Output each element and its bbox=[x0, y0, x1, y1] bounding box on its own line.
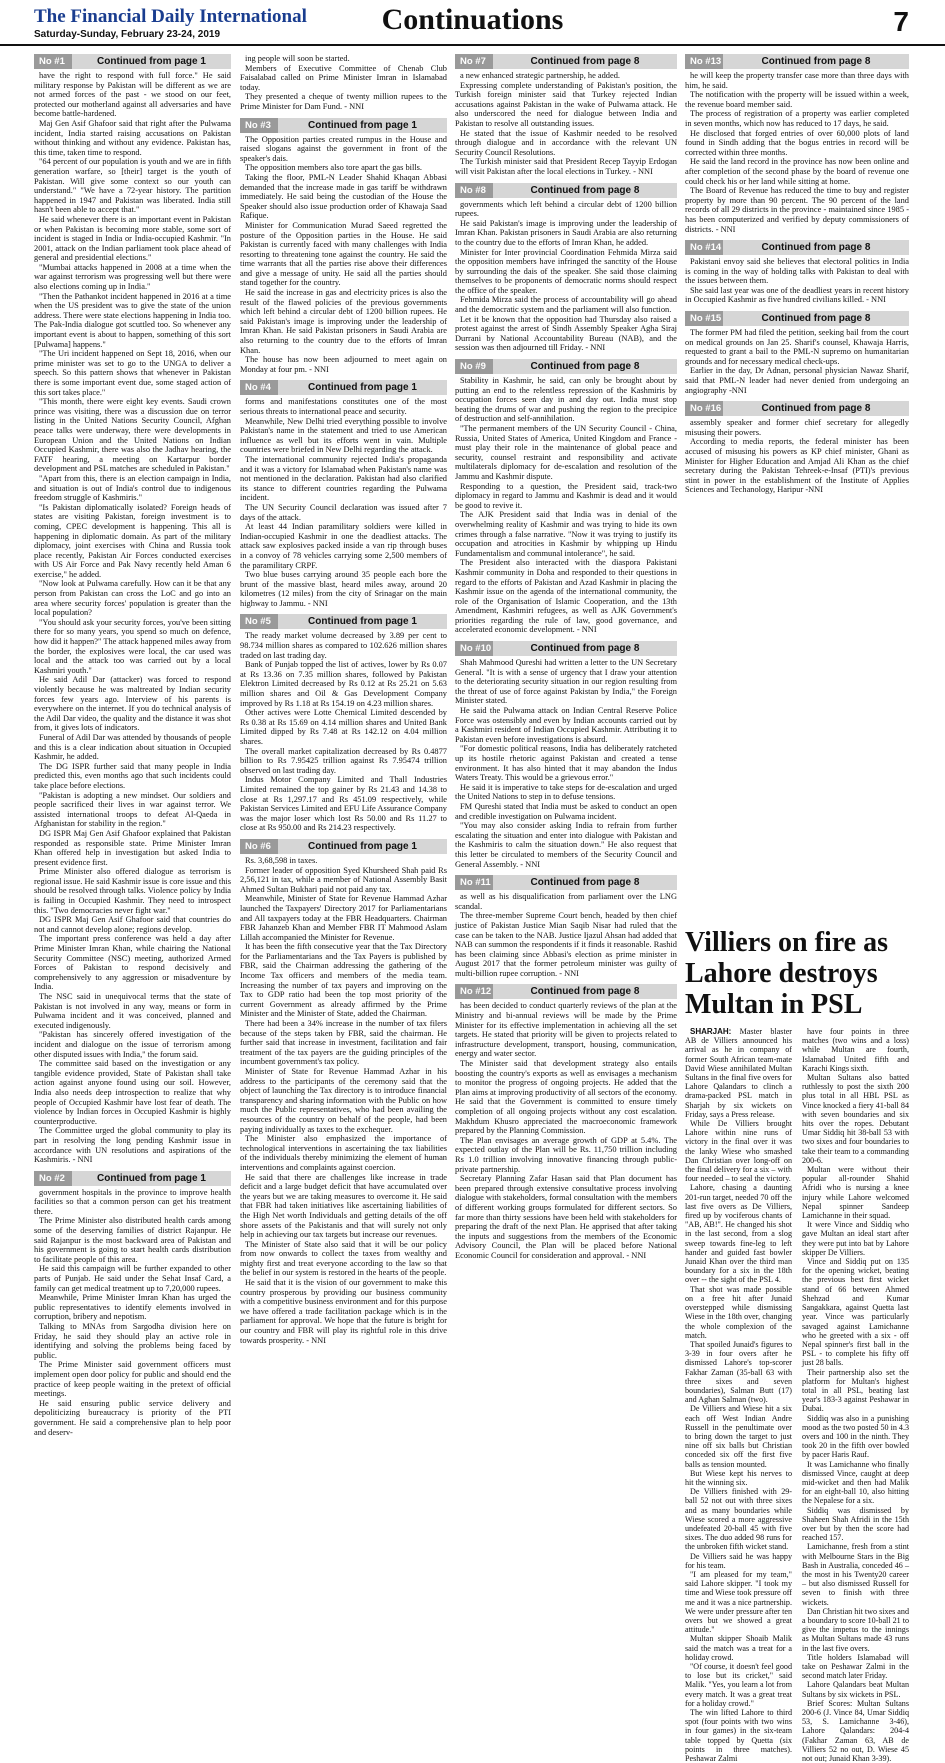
continuation-number: No #12 bbox=[455, 984, 493, 999]
story-paragraph: But Wiese kept his nerves to hit the winning six. bbox=[685, 1468, 792, 1487]
story-paragraph: Multan were without their popular all-rounder Shahid Afridi who is nursing a knee injury while Lahore welcomed Nepal spinner Sandeep Lamichanne in their squad. bbox=[802, 1165, 909, 1221]
page-header bbox=[0, 0, 945, 46]
continuation-title: Continued from page 1 bbox=[278, 839, 447, 854]
continuation-header bbox=[685, 401, 909, 416]
paragraph: He said the increase in gas and electricity prices is also the result of the flawed policies of the previous governments which left behind a circular debt of 1200 billion rupees. He said Pakistan's image is improving under the leadership of Imran Khan. He said Pakistan prisoners in Saudi Arabia are also returning to the country due to the efforts of Imran Khan. bbox=[240, 288, 447, 355]
paragraph: DG ISPR Maj Gen Asif Ghafoor explained that Pakistan responded as responsible state. Prime Minister Imran Khan offered help in investigation but asked India to present evidence first. bbox=[34, 828, 231, 867]
continuation-block bbox=[455, 183, 677, 354]
paragraph: Taking the floor, PML-N Leader Shahid Khaqan Abbasi demanded that the increase made in gas tariff be withdrawn immediately. He said being the custodian of the House the Speaker should also issue production order of Khawaja Saad Rafique. bbox=[240, 172, 447, 221]
paragraph: "For domestic political reasons, India has deliberately ratcheted up its hostile rhetoric against Pakistan and created a tense environment. It has also hinted that it may abandon the Indus Waters Treaty. This would be a grievous error." bbox=[455, 744, 677, 783]
story-paragraph: De Villiers said he was happy for his team. bbox=[685, 1551, 792, 1570]
paragraph: "64 percent of our population is youth and we are in fifth generation warfare, so [their] target is the youth of Pakistan. Will give some context so our youth can understand." "We have a 72-year history. The partition happened in 1947 and Pakistan was liberated. India still hasn't been able to accept that." bbox=[34, 157, 231, 215]
continuation-title: Continued from page 1 bbox=[72, 54, 231, 69]
paragraph: Other actives were Lotte Chemical Limited descended by Rs 0.38 at Rs 15.69 on 4.14 million shares and United Bank Limited dipped by Rs 7.48 at Rs 142.12 on 4.04 million shares. bbox=[240, 708, 447, 746]
paragraph: The ready market volume decreased by 3.89 per cent to 98.734 million shares as compared to 102.626 million shares traded on last trading day. bbox=[240, 631, 447, 660]
article-text bbox=[455, 376, 677, 635]
paragraph: The committee said based on the investigation or any tangible evidence provided, State of Pakistan shall take action against anyone found using our soil. However, India also needs deep introspection to realize that why people of Occupied Kashmir have lost fear of death. The violence by Indian forces in Occupied Kashmir is highly counterproductive. bbox=[34, 1059, 231, 1126]
paragraph: The house has now been adjourned to meet again on Monday at four pm. - NNI bbox=[240, 355, 447, 374]
story-paragraph: Lahore Qalandars beat Multan Sultans by six wickets in PSL. bbox=[802, 1680, 909, 1699]
paragraph: He said that there are challenges like increase in trade deficit and a large budget deficit that have accumulated over the years but we are taking measures to overcome it. He said that FBR had taken initiatives like ascertaining liabilities of the High Net worth Individuals and getting details of the off shore assets of the Pakistanis and that will surely not only help in achieving our tax targets but increase our revenues. bbox=[240, 1172, 447, 1240]
story-paragraph: It were Vince and Siddiq who gave Multan an ideal start after they were put into bat by Lahore skipper De Villiers. bbox=[802, 1220, 909, 1257]
paragraph: "This month, there were eight key events. Saudi crown prince was visiting, there was a discussion due on terror listing in the United Nations Security Council, Afghan peace talks were underway, there were developments in European Union and the United Nations on Indian Occupied Kashmir, there was also the Jadhav hearing, the FATF hearing, a meeting on Kartarpur border development and PSL matches are scheduled in Pakistan." bbox=[34, 397, 231, 474]
paragraph: Expressing complete understanding of Pakistan's position, the Turkish foreign minister said that Turkey rejected Indian accusations against Pakistan in the wake of Pulwama attack. He also underscored the need for dialogue between India and Pakistan to resolve all outstanding issues. bbox=[455, 80, 677, 128]
continuation-block bbox=[240, 614, 447, 832]
continuation-number: No #10 bbox=[455, 641, 493, 656]
story-paragraph: Multan Sultans also batted ruthlessly to post the sixth 200 plus total in all HBL PSL as Vince knocked a fiery 41-ball 84 with seven boundaries and six hits over the ropes. Debutant Umar Siddiq hit 38-ball 53 with two sixes and four boundaries to take their team to a commanding 200-6. bbox=[802, 1073, 909, 1165]
paragraph: He said whenever there is an important event in Pakistan or when Pakistan is becoming more stable, some sort of incident is staged in India or India-occupied Kashmir. "In 2001, attack on the Indian parliament took place ahead of general and presidential elections." bbox=[34, 214, 231, 263]
article-text bbox=[455, 892, 677, 978]
paragraph: The notification with the property will be issued within a week, the revenue board member said. bbox=[685, 90, 909, 109]
continuation-header bbox=[34, 1171, 231, 1186]
continuation-title: Continued from page 1 bbox=[278, 380, 447, 395]
story-column-left bbox=[685, 1027, 792, 1763]
paragraph: He said the Pulwama attack on Indian Central Reserve Police Force was ostensibly and even by Indian accounts carried out by a Kashmiri resident of Indian Occupied Kashmir. Attributing it to Pakistan even before investigations is absurd. bbox=[455, 706, 677, 744]
paragraph: He said it is imperative to take steps for de-escalation and urged the United Nations to step in to defuse tensions. bbox=[455, 782, 677, 802]
paragraph: The Board of Revenue has reduced the time to buy and register property by more than 90 percent. The 90 percent of the land records of all 29 districts in the province - maintained since 1985 - has been computerized and verified by deputy commissioners of districts. - NNI bbox=[685, 186, 909, 234]
article-text bbox=[685, 328, 909, 395]
story-body bbox=[685, 1027, 909, 1763]
paragraph: He said that it is the vision of our government to make this country prosperous by providing our business community with a competitive business environment and for this purpose we have offered a trade facilitation package which is in the parliament for approval. We hope that the future is bright for our country and FBR will play its rightful role in this drive towards prosperity. - NNI bbox=[240, 1278, 447, 1345]
paragraph: Former leader of opposition Syed Khursheed Shah paid Rs 2,56,121 in tax, while a member of National Assembly Basit Ahmed Sultan Bukhari paid not paid any tax. bbox=[240, 865, 447, 894]
paragraph: "Mumbai attacks happened in 2008 at a time when the war against terrorism was progressing well but there were also elections coming up in India." bbox=[34, 262, 231, 292]
paragraph: Minister of State for Revenue Hammad Azhar in his address to the participants of the ceremony said that the object of launching the Tax directory is to introduce financial transparency and sharing information with the Public on how much the Public representatives, who had been availing the resources of the country on behalf of the people, had been paying individually as taxes to the exchequer. bbox=[240, 1067, 447, 1134]
continuation-block bbox=[455, 641, 677, 869]
continuation-block bbox=[240, 54, 447, 112]
paragraph: "The Uri incident happened on Sept 18, 2016, when our prime minister was set to go to the UNGA to deliver a speech. So this pattern shows that whenever in Pakistan there is some important event due, some staged action of this sort takes place." bbox=[34, 349, 231, 397]
paragraph: He said this campaign will be further expanded to other parts of Punjab. He said under the Sehat Insaf Card, a family can get medical treatment up to 7,20,000 rupees. bbox=[34, 1264, 231, 1293]
paragraph: Minister for Inter provincial Coordination Fehmida Mirza said the opposition members have infringed the sanctity of the House by surrounding the dais of the speaker. She said those claiming themselves to be proponents of democratic norms should respect the office of the speaker. bbox=[455, 247, 677, 295]
continuation-block bbox=[240, 839, 447, 1345]
continuation-title: Continued from page 8 bbox=[493, 984, 677, 999]
paragraph: The AJK President said that India was in denial of the overwhelming reality of Kashmir and was trying to hide its own crimes through a false narrative. "Now it was trying to justify its occupation and atrocities in Kashmir by whipping up Hindu Fundamentalism and communal intolerance", he said. bbox=[455, 510, 677, 558]
paragraph: government hospitals in the province to improve health facilities so that a common person can get his treatment there. bbox=[34, 1187, 231, 1216]
story-headline: Villiers on fire as Lahore destroys Multan in PSL bbox=[685, 927, 888, 1020]
paragraph: At least 44 Indian paramilitary soldiers were killed in Indian-occupied Kashmir in one the deadliest attacks. The attack saw explosives packed inside a van rip through buses in a convoy of 78 vehicles carrying some 2,500 members of the paramilitary CRPF. bbox=[240, 522, 447, 570]
story-paragraph: It was Lamichanne who finally dismissed Vince, caught at deep mid-wicket and then had Malik for an eight-ball 10, also hitting the Nepalese for a six. bbox=[802, 1459, 909, 1506]
paragraph: The Opposition parties created rumpus in the House and raised slogans against the government in front of the speaker's dais. bbox=[240, 134, 447, 163]
paragraph: Rs. 3,68,598 in taxes. bbox=[245, 855, 318, 865]
continuation-number: No #2 bbox=[34, 1171, 72, 1186]
page-number: 7 bbox=[893, 6, 909, 37]
paragraph: "The permanent members of the UN Security Council - China, Russia, United States of America, United Kingdom and France - must play their role in the maintenance of global peace and security, counsel restraint and responsibility and activate multilaterals diplomacy for de-escalation and resolution of the Jammu and Kashmir dispute. bbox=[455, 424, 677, 481]
paragraph: Maj Gen Asif Ghafoor said that right after the Pulwama incident, India started raising accusations on Pakistan without thinking and without any evidence. Pakistan has, this time, taken time to respond. bbox=[34, 118, 231, 157]
paragraph: Two blue buses carrying around 35 people each bore the brunt of the massive blast, heard miles away, around 20 kilometres (12 miles) from the city of Srinagar on the main highway to Jammu. - NNI bbox=[240, 570, 447, 608]
paragraph: "You may also consider asking India to refrain from further escalating the situation and enter into dialogue with Pakistan and the Kashmiris to calm the situation down." He also request that this letter be circulated to members of the Security Council and General Assembly. - NNI bbox=[455, 821, 677, 869]
continuation-title: Continued from page 8 bbox=[723, 54, 909, 69]
continuation-number: No #6 bbox=[240, 839, 278, 854]
paragraph: He disclosed that forged entries of over 60,000 plots of land found in Sindh adding that the bogus entries in record will be corrected within three months. bbox=[685, 128, 909, 157]
paragraph: Talking to MNAs from Sargodha division here on Friday, he said they should play an active role in identifying and solving the problems being faced by public. bbox=[34, 1322, 231, 1360]
paragraph: There had been a 34% increase in the number of tax filers because of the steps taken by FBR, said the chairman. He further said that increase in investment, facilitation and fair treatment of the tax payers are the guiding principles of the incumbent government's tax policy. bbox=[240, 1019, 447, 1067]
article-text bbox=[240, 397, 447, 608]
continuation-number: No #3 bbox=[240, 118, 278, 133]
article-text bbox=[455, 200, 677, 354]
continuation-header bbox=[34, 54, 231, 69]
continuation-header bbox=[685, 240, 909, 255]
paragraph: he will keep the property transfer case more than three days with him, he said. bbox=[685, 71, 909, 90]
paragraph: The overall market capitalization decreased by Rs 0.4877 billion to Rs 7.95425 trillion against Rs 7.95474 trillion observed on last trading day. bbox=[240, 746, 447, 775]
article-text bbox=[240, 54, 447, 112]
paragraph: The important press conference was held a day after Prime Minister Imran Khan, while chairing the National Security Committee (NSC) meeting, authorized Armed Forces of Pakistan to respond decisively and comprehensively to any aggression or misadventure by India. bbox=[34, 934, 231, 992]
continuation-title: Continued from page 8 bbox=[723, 240, 909, 255]
continuation-header bbox=[685, 311, 909, 326]
paragraph: FM Qureshi stated that India must be asked to conduct an open and credible investigation on Pulwama incident. bbox=[455, 801, 677, 821]
article-text bbox=[455, 1001, 677, 1260]
paragraph: Members of Executive Committee of Chenab Club Faisalabad called on Prime Minister Imran in Islamabad today. bbox=[240, 63, 447, 92]
story-paragraph: have four points in three matches (two wins and a loss) while Multan are fourth, Islamabad United fifth and Karachi Kings sixth. bbox=[802, 1027, 909, 1073]
continuation-title: Continued from page 8 bbox=[493, 641, 677, 656]
paragraph: Meanwhile, Minister of State for Revenue Hammad Azhar launched the Taxpayers' Directory 2017 for Parliamentarians and All taxpayers today at the FBR Headquarters. Chairman FBR Jahanzeb Khan and Member FBR IT Mahmood Aslam Lillah accompanied the Minister for Revenue. bbox=[240, 894, 447, 942]
paragraph: "Then the Pathankot incident happened in 2016 at a time when the US president was to give the state of the union address. There were state elections happening in India too. The Pak-India dialogue got scuttled too. So whenever any important event is about to happen, something of this sort [Pulwama] happens." bbox=[34, 291, 231, 349]
paragraph: "Apart from this, there is an election campaign in India, and situation is out of India's control due to indigenous freedom struggle of Kashmiris." bbox=[34, 473, 231, 503]
paragraph: The Minister of State also said that it will be our policy from now onwards to collect the taxes from wealthy and mighty first and treat everyone according to the law so that the belief in our system is restored in the hearts of the people. bbox=[240, 1239, 447, 1278]
paragraph: He said the land record in the province has now been online and after completion of the second phase by the board of revenue one could check his or her land while sitting at home. bbox=[685, 157, 909, 186]
continuation-block bbox=[34, 54, 231, 1165]
paragraph: Secretary Planning Zafar Hasan said that Plan document has been prepared through extensive consultative process involving dialogue with stakeholders, formal consultation with the members of different working groups formulated for different sectors. So far more than thirty sessions have been held with stakeholders for preparing the draft of the next Plan. He apprised that after taking the inputs and suggestions from the members of the Economic Advisory Council, the Plan will be placed before National Economic Council for consideration and approval. - NNI bbox=[455, 1174, 677, 1260]
paragraph: governments which left behind a circular debt of 1200 billion rupees. bbox=[455, 199, 677, 219]
paragraph: The Turkish minister said that President Recep Tayyip Erdogan will visit Pakistan after the local elections in Turkey. - NNI bbox=[455, 157, 677, 176]
continuation-number: No #8 bbox=[455, 183, 493, 198]
continuation-title: Continued from page 8 bbox=[493, 359, 677, 374]
paragraph: assembly speaker and former chief secretary for allegedly misusing their powers. bbox=[685, 418, 909, 437]
paragraph: The NSC said in unequivocal terms that the state of Pakistan is not involved in any way, means or form in Pulwama incident and it was conceived, planned and executed indigenously. bbox=[34, 992, 231, 1030]
story-paragraph: Siddiq was dismissed by Shaheen Shah Afridi in the 15th over but by then the score had reached 157. bbox=[802, 1505, 909, 1543]
story-paragraph: Vince and Siddiq put on 135 for the opening wicket, beating the previous best first wicket stand of 66 between Ahmed Shehzad and Kumar Sangakkara, against Quetta last year. Vince was particularly savaged against Lamichanne who he greeted with a six - off Nepal spinner's first ball in the PSL - to complete his fifty off just 28 balls. bbox=[802, 1257, 909, 1368]
paragraph: DG ISPR Maj Gen Asif Ghafoor said that countries do not and cannot develop alone; regions develop. bbox=[34, 915, 231, 934]
article-text bbox=[34, 1188, 231, 1437]
story-paragraph: "Of course, it doesn't feel good to lose but its cricket," said Malik. "Yes, you learn a lot from every match. It was a great treat for a holiday crowd." bbox=[685, 1662, 792, 1708]
article-text bbox=[455, 71, 677, 177]
paragraph: Minister for Communication Murad Saeed regretted the posture of the Opposition parties in the House. He said Pakistan is currently faced with many challenges with India resorting to threatening tone against the country. He said the time warrants that all the parties rise above their differences and give a message of unity. He said all the parties should stand together for the country. bbox=[240, 220, 447, 288]
continuation-block bbox=[455, 875, 677, 978]
paragraph: The international community rejected India's propaganda and it was a victory for Islamabad when Pakistan's name was not mentioned in the declaration. Pakistan had also clarified its stance to different countries regarding the Pulwama incident. bbox=[240, 454, 447, 503]
paragraph: The Prime Minister said government officers must implement open door policy for public and should end the practice of keep people waiting in the pretext of official meetings. bbox=[34, 1360, 231, 1399]
paragraph: Meanwhile, New Delhi tried everything possible to involve Pakistan's name in the statement and tried to use American influence as well but its efforts went in vain. Multiple countries were briefed in New Delhi regarding the attack. bbox=[240, 416, 447, 455]
continuation-number: No #1 bbox=[34, 54, 72, 69]
paragraph: Prime Minister also offered dialogue as terrorism is regional issue. He said Kashmir issue is core issue and this should be resolved through talks. Violence policy by India is failing in Occupied Kashmir. They need to introspect this. "Two democracies never fight war." bbox=[34, 867, 232, 915]
continuation-header bbox=[685, 54, 909, 69]
continuation-block bbox=[240, 118, 447, 375]
article-text bbox=[240, 631, 447, 832]
continuation-block bbox=[685, 54, 909, 234]
continuation-header bbox=[455, 183, 677, 198]
paragraph: The process of registration of a property was earlier completed in seven months, which now has reduced to 17 days, he said. bbox=[685, 109, 909, 128]
continuation-title: Continued from page 8 bbox=[493, 875, 677, 890]
paragraph: a new enhanced strategic partnership, he added. bbox=[460, 71, 620, 80]
paragraph: Earlier in the day, Dr Adnan, personal physician Nawaz Sharif, said that PML-N leader had never denied from undergoing an angiography -NNI bbox=[685, 366, 909, 395]
continuation-block bbox=[34, 1171, 231, 1437]
paragraph: has been decided to conduct quarterly reviews of the plan at the Ministry and bi-annual reviews will be made by the Prime Minister for its effective implementation in achieving all the set targets. He stated that priority will be given to projects related to infrastructure development, transport, housing, communication, energy and water sector. bbox=[455, 1001, 677, 1059]
continuation-number: No #11 bbox=[455, 875, 493, 890]
paragraph: It has been the fifth consecutive year that the Tax Directory for the Parliamentarians and the Tax Payers is published by FBR, said the Chairman addressing the gathering of the Income Tax officers and members of the media team. Increasing the number of tax payers and improving on the Tax to GDP ratio had been the top most priority of the current Government as already affirmed by the Prime Minister and the Minister of State, added the Chairman. bbox=[240, 942, 447, 1019]
paragraph: He said Pakistan's image is improving under the leadership of Imran Khan. Pakistan prisoners in Saudi Arabia are also returning to the country due to the efforts of Imran Khan, he added. bbox=[455, 218, 677, 247]
column-2 bbox=[240, 54, 447, 1569]
paragraph: ing people will soon be started. bbox=[245, 54, 350, 63]
continuation-header bbox=[455, 984, 677, 999]
continuation-header bbox=[240, 380, 447, 395]
paragraph: "Is Pakistan diplomatically isolated? Foreign heads of states are visiting Pakistan, foreign investment is to coming, CPEC development is happening. This all is happening in diplomatic domain. As part of the military diplomacy, joint exercises with China and Russia took place recently, Pakistan Air Forces conducted exercises with US Air Force and Pak Navy recently held Aman 6 exercise," he added. bbox=[34, 502, 231, 579]
story-paragraph bbox=[685, 1027, 792, 1119]
paragraph: forms and manifestations constitutes one of the most serious threats to international peace and security. bbox=[240, 397, 447, 416]
masthead: The Financial Daily International bbox=[34, 6, 307, 27]
paragraph: The opposition members also tore apart the gas bills. bbox=[245, 163, 422, 173]
continuation-title: Continued from page 1 bbox=[72, 1171, 231, 1186]
article-text bbox=[685, 71, 909, 234]
story-paragraph: The win lifted Lahore to third spot (four points with two wins in four games) in the six-team table topped by Quetta (six points in three matches). Peshawar Zalmi bbox=[685, 1708, 792, 1763]
paragraph: Responding to a question, the President said, track-two diplomacy in regard to Jammu and Kashmir is dead and it would be good to revive it. bbox=[455, 481, 677, 510]
paragraph: as well as his disqualification from parliament over the LNG scandal. bbox=[455, 892, 677, 911]
story-paragraph: "I am pleased for my team," said Lahore skipper. "I took my time and Wiese took pressure off me and it was a nice partnership. We were under pressure after ten overs but we showed a great attitude." bbox=[685, 1569, 792, 1635]
continuation-number: No #9 bbox=[455, 359, 493, 374]
story-paragraph: Their partnership also set the platform for Multan's highest total in all PSL, beating last year's 183-3 against Peshawar in Dubai. bbox=[802, 1367, 909, 1414]
continuation-title: Continued from page 8 bbox=[723, 401, 909, 416]
continuation-block bbox=[685, 311, 909, 395]
continuation-number: No #14 bbox=[685, 240, 723, 255]
continuation-number: No #7 bbox=[455, 54, 493, 69]
paragraph: She said last year was one of the deadliest years in recent history in Occupied Kashmir as five hundred civilians killed. - NNI bbox=[685, 285, 909, 305]
story-lead-text: Master blaster AB de Villiers announced his arrival as he in company of former South African team-mate David Wiese annihilated Multan Sultans in the final five overs for Lahore Qalandars to clinch a drama-packed PSL match in Sharjah by six wickets on Friday, says a Press release. bbox=[685, 1027, 792, 1119]
continuation-header bbox=[455, 54, 677, 69]
continuation-title: Continued from page 8 bbox=[493, 183, 677, 198]
paragraph: The three-member Supreme Court bench, headed by then chief justice of Pakistan Justice Mian Saqib Nisar had ruled that the case can be taken to the NAB. Justice Ijazul Ahsan had added that NAB can summon the respondents if it finds it reasonable. Rashid has been claiming since Abbasi's election as prime minister in August 2017 that the former petroleum minister was guilty of multi-billion rupee corruption. - NNI bbox=[455, 911, 677, 978]
paragraph: Pakistani envoy said she believes that electoral politics in India is coming in the way of holding talks with Pakistan to deal with the issues between them. bbox=[685, 257, 909, 286]
continuation-header bbox=[240, 614, 447, 629]
continuation-number: No #5 bbox=[240, 614, 278, 629]
story-paragraph: That spoiled Junaid's figures to 3-39 in four overs after he dismissed Lahore's top-scorer Fakhar Zaman (35-ball 63 with three sixes and seven boundaries), Salman Butt (17) and Aghan Salman (two). bbox=[685, 1339, 792, 1405]
paragraph: "You should ask your security forces, you've been sitting there for so many years, you spend so much on defence, how did it happen?" The attack happened miles away from the border, the explosives were local, the car used was local and the attack too was carried out by a local Kashmiri youth." bbox=[34, 617, 231, 675]
continuation-header bbox=[455, 875, 677, 890]
continuation-block bbox=[455, 984, 677, 1260]
story-paragraph: De Villiers and Wiese hit a six each off West Indian Andre Russell in the penultimate over to bring down the target to just nine off six balls but Christian conceded six off the first five balls as tension mounted. bbox=[685, 1404, 792, 1469]
paragraph: Let it be known that the opposition had Thursday also raised a protest against the arrest of Sindh Assembly Speaker Agha Siraj Durrani by National Accountability Bureau (NAB), and the session was then adjourned till Friday. - NNI bbox=[455, 314, 677, 353]
paragraph: Bank of Punjab topped the list of actives, lower by Rs 0.07 at Rs 13.36 on 7.35 million shares, followed by Pakistan Elektron Limited decreased by Rs 0.12 at Rs 25.21 on 5.63 million shares and Oil & Gas Development Company improved by Rs 1.18 at Rs 154.19 on 4.23 million shares. bbox=[240, 660, 447, 708]
story-paragraph: Dan Christian hit two sixes and a boundary to score 10-ball 21 to give the impetus to the innings as Multan Sultans made 43 runs in the last five overs. bbox=[802, 1606, 909, 1653]
paragraph: "Pakistan is adopting a new mindset. Our soldiers and people sacrificed their lives in war against terror. We assisted international troops to defeat Al-Qaeda in Afghanistan for stability in the region." bbox=[34, 790, 231, 829]
story-paragraph: Lahore, chasing a daunting 201-run target, needed 70 off the last five overs as De Villiers, fired up by vociferous chants of "AB, AB!". He changed his shot in the last second, from a slog sweep towards fine-leg to left hander and guided fast bowler Junaid Khan over the third man boundary for a six in the 18th over -- the sight of the PSL 4. bbox=[685, 1183, 792, 1285]
continuation-header bbox=[240, 118, 447, 133]
story-paragraph: Title holders Islamabad will take on Peshawar Zalmi in the second match later Friday. bbox=[802, 1652, 909, 1681]
paragraph: Meanwhile, Prime Minister Imran Khan has urged the public representatives to identify elements involved in corruption, bribery and nepotism. bbox=[34, 1293, 231, 1322]
paragraph: The Plan envisages an average growth of GDP at 5.4%. The expected outlay of the Plan will be Rs. 11,750 trillion including Rs 1.0 trillion involving innovative financing through public-private partnership. bbox=[455, 1135, 677, 1174]
story-paragraph: While De Villiers brought Lahore within nine runs of victory in the final over it was the lanky Wiese who smashed Dan Christian over long-off on the final delivery for a six – with four needed – to seal the victory. bbox=[685, 1119, 792, 1184]
continuation-block bbox=[685, 240, 909, 305]
article-text bbox=[685, 418, 909, 495]
continuation-number: No #15 bbox=[685, 311, 723, 326]
continuation-header bbox=[455, 641, 677, 656]
article-text bbox=[240, 135, 447, 375]
continuation-title: Continued from page 1 bbox=[278, 614, 447, 629]
paragraph: The Prime Minister also distributed health cards among some of the deserving families of district Rajanpur. He said Rajanpur is the most backward area of Pakistan and his government is going to start health cards distribution to facilitate people of this area. bbox=[34, 1216, 231, 1264]
sports-story bbox=[685, 927, 910, 1763]
column-3 bbox=[455, 54, 677, 1569]
paragraph: The DG ISPR further said that many people in India predicted this, even months ago that such incidents could take place before elections. bbox=[34, 761, 231, 790]
paragraph: Funeral of Adil Dar was attended by thousands of people and this is a clear indication about situation in Occupied Kashmir, he added. bbox=[34, 732, 231, 762]
continuation-block bbox=[455, 359, 677, 635]
paragraph: "Now look at Pulwama carefully. How can it be that any person from Pakistan can cross the LoC and go into an area where security forces' population is greater than the local population? bbox=[34, 579, 231, 618]
paragraph: The President also interacted with the diaspora Pakistani Kashmir community in Doha and responded to their questions in regard to the efforts of Pakistan and Azad Kashmir in placing the Kashmir issue on the agenda of the international community, the role of the Organisation of Islamic Cooperation, and the 13th Amendment, Kashmiri refugees, as well as AJK Government's priorities regarding the rule of law, good governance, and accelerated economic development. - NNI bbox=[455, 558, 677, 635]
paragraph: The Committee urged the global community to play its part in resolving the long pending Kashmir issue in accordance with UN resolutions and aspirations of the Kashmiris. - NNI bbox=[34, 1126, 231, 1165]
paragraph: The Minister said that development strategy also entails boosting the country's exports as well as envisages a mechanism to monitor the progress of ongoing projects. He added that the Plan aims at improving productivity of all sectors of the economy. He said that the Government is committed to ensure timely completion of all ongoing projects without any cost escalation. Makhdum Khusro appreciated the macroeconomic framework prepared by the Planning Commission. bbox=[455, 1059, 677, 1136]
paragraph: Indus Motor Company Limited and Thall Industries Limited remained the top gainer by Rs 21.43 and 14.38 to close at Rs 1,297.17 and Rs 451.09 respectively, while Pakistan Services Limited and EFU Life Assurance Company was the major loser which lost Rs 50.00 and Rs 11.27 to close at Rs 950.00 and Rs 214.23 respectively. bbox=[240, 775, 447, 833]
paragraph: "Pakistan has sincerely offered investigation of the incident and dialogue on the issue of terrorism among other disputed issues with India," the forum said. bbox=[34, 1030, 231, 1059]
story-paragraph: Siddiq was also in a punishing mood as the two posted 50 in 4.3 overs and 100 in the ninth. They took 20 in the fifth over bowled by pacer Haris Rauf. bbox=[802, 1413, 910, 1460]
story-dateline: SHARJAH: bbox=[690, 1027, 732, 1036]
paragraph: Fehmida Mirza said the process of accountability will go ahead and the democratic system and the parliament will also function. bbox=[455, 295, 677, 315]
story-paragraph: That shot was made possible on a free hit after Junaid overstepped while dismissing Wiese in the 18th over, changing the whole complexion of the match. bbox=[685, 1284, 792, 1340]
issue-date: Saturday-Sunday, February 23-24, 2019 bbox=[34, 29, 221, 40]
paragraph: He stated that the issue of Kashmir needed to be resolved through dialogue and in accordance with the relevant UN Security Council Resolutions. bbox=[455, 128, 677, 157]
continuation-number: No #13 bbox=[685, 54, 723, 69]
section-title: Continuations bbox=[381, 3, 564, 36]
story-paragraph: Brief Scores: Multan Sultans 200-6 (J. Vince 84, Umar Siddiq 53, S. Lamichanne 3-46), Lahore Qalandars: 204-4 (Fakhar Zaman 63, AB de Villiers 52 no out, D. Wiese 45 not out; Junaid Khan 3-39). bbox=[802, 1698, 909, 1763]
story-paragraph: Multan skipper Shoaib Malik said the match was a treat for a holiday crowd. bbox=[685, 1634, 792, 1662]
paragraph: According to media reports, the federal minister has been accused of misusing his powers as KP chief minister, Ghani as Minister for Higher Education and Amjad Ali Khan as the chief secretary during the Pakistan Tehreek-e-Insaf (PTI)'s previous stint in power in the establishment of the Institute of Applies Sciences and Techanology, Haripur -NNI bbox=[685, 437, 909, 495]
story-paragraph: Lamichanne, fresh from a stint with Melbourne Stars in the Big Bash in Australia, conceded 46 – the most in his Twenty20 career – but also dismissed Russell for seven to finish with three wickets. bbox=[802, 1542, 909, 1607]
paragraph: have the right to respond with full force." He said military response by Pakistan will be different as we are not armed forces of the past - we stood on our feet, protected our motherland against all adversaries and have become battle-hardened. bbox=[34, 71, 231, 119]
story-column-right bbox=[802, 1027, 909, 1763]
paragraph: He said Adil Dar (attacker) was forced to respond violently because he was maltreated by Indian security forces few years ago. Interview of his parents is everywhere on the internet. If you do technical analysis of the Adil Dar video, the quality and the distance it was shot from, it gives lots of indicators. bbox=[34, 675, 231, 733]
continuation-block bbox=[685, 401, 909, 495]
paragraph: The former PM had filed the petition, seeking bail from the court on medical grounds on Jan 25. Sharif's counsel, Khawaja Harris, requested to grant a bail to the PML-N supremo on humanitarian grounds and for necessary medical check-ups. bbox=[685, 328, 909, 366]
article-text bbox=[34, 71, 231, 1165]
continuation-number: No #16 bbox=[685, 401, 723, 416]
paragraph: The UN Security Council declaration was issued after 7 days of the attack. bbox=[240, 502, 447, 522]
paragraph: They presented a cheque of twenty million rupees to the Prime Minister for Dam Fund. - NNI bbox=[240, 92, 447, 111]
story-paragraph: De Villiers finished with 29-ball 52 not out with three sixes and as many boundaries while Wiese scored a more aggressive undefeated 20-ball 45 with five sixes. The duo added 98 runs for the unbroken fifth wicket stand. bbox=[685, 1487, 792, 1552]
continuation-block bbox=[240, 380, 447, 608]
continuation-block bbox=[455, 54, 677, 177]
continuation-header bbox=[240, 839, 447, 854]
paragraph: He said ensuring public service delivery and depoliticizing bureaucracy is priority of the PTI government. He said a comprehensive plan to help poor and deserv- bbox=[34, 1398, 231, 1437]
article-text bbox=[685, 257, 909, 305]
continuation-header bbox=[455, 359, 677, 374]
article-text bbox=[240, 856, 447, 1345]
continuation-number: No #4 bbox=[240, 380, 278, 395]
paragraph: Stability in Kashmir, he said, can only be brought about by putting an end to the relentless repression of the Kashmiris by occupation forces seen day in and day out. India must stop beating the drums of war and pushing the region to the precipice of destruction and self-annihilation. bbox=[455, 376, 677, 424]
continuation-title: Continued from page 8 bbox=[493, 54, 677, 69]
continuation-title: Continued from page 8 bbox=[723, 311, 909, 326]
continuation-title: Continued from page 1 bbox=[278, 118, 447, 133]
paragraph: The Minister also emphasized the importance of technological interventions in ascertaining the tax liabilities of the individuals thereby minimizing the element of human interventions and complaints against coercion. bbox=[240, 1134, 447, 1172]
article-text bbox=[455, 658, 677, 869]
paragraph: Shah Mahmood Qureshi had written a letter to the UN Secretary General. "It is with a sense of urgency that I draw your attention to the deteriorating security situation in our region resulting from the threat of use of force against Pakistan by India," the Foreign Minister stated. bbox=[455, 658, 677, 706]
column-1 bbox=[34, 54, 231, 1569]
